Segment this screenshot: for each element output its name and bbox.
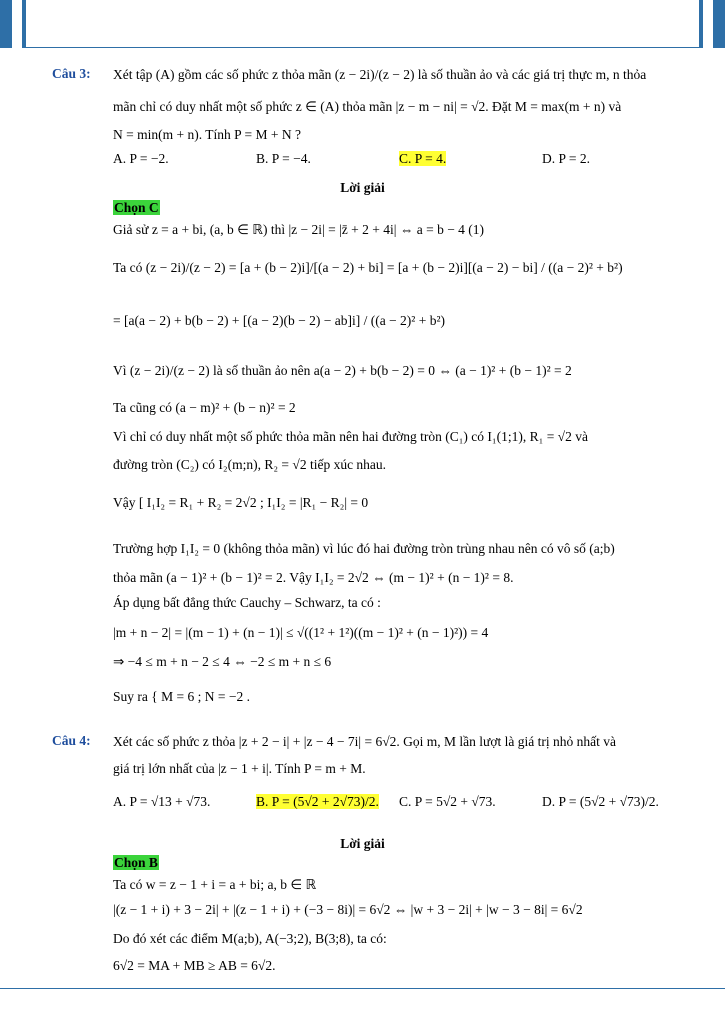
question-4-label: Câu 4:: [52, 733, 91, 748]
left-border-line: [22, 0, 26, 48]
q3-step-14: Suy ra { M = 6 ; N = −2 .: [113, 689, 250, 704]
q3-step-3: = [a(a − 2) + b(b − 2) + [(a − 2)(b − 2) − ab]i] / ((a − 2)² + b²): [113, 313, 445, 328]
q3-step-6: Vì chỉ có duy nhất một số phức thỏa mãn nên hai đường tròn (C₁) có I₁(1;1), R₁ = √2 và: [113, 429, 588, 444]
q4-step-4: 6√2 = MA + MB ≥ AB = 6√2.: [113, 958, 276, 973]
q3-step-4: Vì (z − 2i)/(z − 2) là số thuần ảo nên a(a − 2) + b(b − 2) = 0 ⇔ (a − 1)² + (b − 1)² = 2: [113, 363, 572, 378]
q4-choice-badge: Chọn B: [114, 855, 158, 870]
q3-step-5: Ta cũng có (a − m)² + (b − n)² = 2: [113, 400, 296, 415]
q4-options: [113, 794, 685, 810]
left-border-bar: [0, 0, 12, 48]
question-3-label: Câu 3:: [52, 66, 91, 81]
q4-step-3: Do đó xét các điểm M(a;b), A(−3;2), B(3;8), ta có:: [113, 931, 387, 946]
q4-line-2: giá trị lớn nhất của |z − 1 + i|. Tính P = m + M.: [113, 761, 366, 776]
q4-step-2: |(z − 1 + i) + 3 − 2i| + |(z − 1 + i) + (−3 − 8i)| = 6√2 ⇔ |w + 3 − 2i| + |w − 3 − 8i| = 6√2: [113, 902, 583, 917]
q3-step-8: Vậy [ I₁I₂ = R₁ + R₂ = 2√2 ; I₁I₂ = |R₁ − R₂| = 0: [113, 495, 369, 510]
q3-step-12: |m + n − 2| = |(m − 1) + (n − 1)| ≤ √((1² + 1²)((m − 1)² + (n − 1)²)) = 4: [113, 625, 489, 640]
q4-line-1: Xét các số phức z thỏa |z + 2 − i| + |z − 4 − 7i| = 6√2. Gọi m, M lần lượt là giá trị nhỏ nhất và: [113, 734, 616, 749]
bottom-rule: [0, 988, 725, 989]
right-border-bar: [713, 0, 725, 48]
q3-option-c[interactable]: C. P = 4.: [399, 151, 447, 166]
q3-option-a[interactable]: A. P = −2.: [113, 151, 169, 166]
top-rule: [22, 47, 703, 48]
q3-line-1: Xét tập (A) gồm các số phức z thỏa mãn (z − 2i)/(z − 2) là số thuần ảo và các giá trị thực m, n thỏa: [113, 67, 647, 82]
q3-line-2: mãn chỉ có duy nhất một số phức z ∈ (A) thỏa mãn |z − m − ni| = √2. Đặt M = max(m + n) và: [113, 99, 622, 114]
q3-line-3: N = min(m + n). Tính P = M + N ?: [113, 127, 301, 142]
q3-option-d[interactable]: D. P = 2.: [542, 151, 590, 166]
q3-step-2: Ta có (z − 2i)/(z − 2) = [a + (b − 2)i]/[(a − 2) + bi] = [a + (b − 2)i][(a − 2) − bi] / ((a − 2)² + b²): [113, 260, 623, 275]
q3-step-9: Trường hợp I₁I₂ = 0 (không thỏa mãn) vì lúc đó hai đường tròn trùng nhau nên có vô số (a;b): [113, 541, 615, 556]
q3-solution-title: Lời giải: [340, 180, 385, 195]
q3-choice-badge: Chọn C: [114, 200, 159, 215]
q3-option-b[interactable]: B. P = −4.: [256, 151, 311, 166]
q3-options: [113, 151, 685, 167]
q3-step-7: đường tròn (C₂) có I₂(m;n), R₂ = √2 tiếp xúc nhau.: [113, 457, 387, 472]
right-border-line: [699, 0, 703, 48]
q4-option-b[interactable]: B. P = (5√2 + 2√73)/2.: [256, 794, 379, 809]
q4-option-d[interactable]: D. P = (5√2 + √73)/2.: [542, 794, 659, 809]
q4-option-a[interactable]: A. P = √13 + √73.: [113, 794, 211, 809]
q3-step-11: Áp dụng bất đẳng thức Cauchy – Schwarz, ta có :: [113, 595, 381, 610]
q3-step-10: thỏa mãn (a − 1)² + (b − 1)² = 2. Vậy I₁I₂ = 2√2 ⇔ (m − 1)² + (n − 1)² = 8.: [113, 570, 514, 585]
q4-solution-title: Lời giải: [340, 836, 385, 851]
q4-option-c[interactable]: C. P = 5√2 + √73.: [399, 794, 496, 809]
q4-step-1: Ta có w = z − 1 + i = a + bi; a, b ∈ ℝ: [113, 877, 317, 892]
q3-step-13: ⇒ −4 ≤ m + n − 2 ≤ 4 ⇔ −2 ≤ m + n ≤ 6: [113, 654, 332, 669]
q3-step-1: Giả sử z = a + bi, (a, b ∈ ℝ) thì |z − 2i| = |z̄ + 2 + 4i| ⇔ a = b − 4 (1): [113, 222, 485, 237]
